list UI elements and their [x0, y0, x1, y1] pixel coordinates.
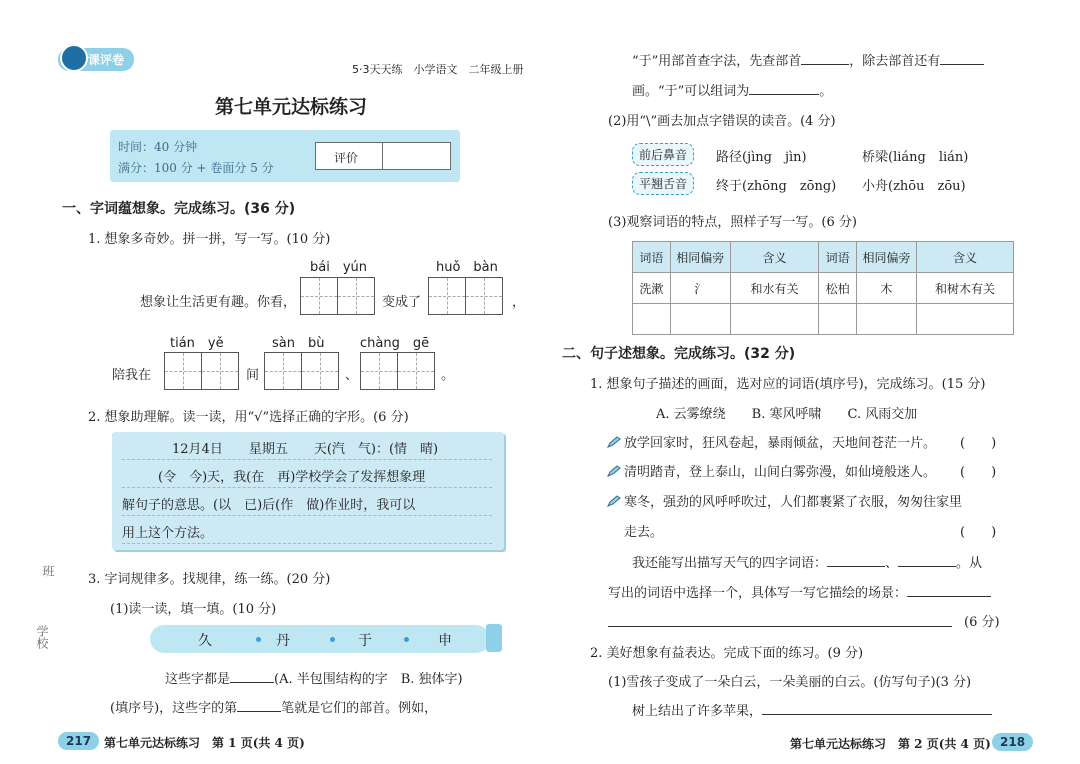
writing-grid-huoban[interactable]: [428, 277, 503, 315]
q1-line2-text: 陪我在: [112, 368, 152, 383]
diary-line: 解句子的意思。(以 已)后(作 做)作业时，我可以: [122, 494, 492, 516]
tag-flat-retroflex: 平翘舌音: [632, 172, 694, 195]
pinyin-changge: chàng gē: [360, 336, 430, 351]
q3-title: 3. 字词规律多。找规律，练一练。(20 分): [88, 572, 331, 587]
answer-blank[interactable]: [801, 64, 849, 65]
writing-grid-changge[interactable]: [360, 352, 435, 390]
table-input-cell[interactable]: [670, 304, 730, 335]
table-input-cell[interactable]: [916, 304, 1013, 335]
table-cell: 和树木有关: [916, 273, 1013, 304]
q3-sub1: (1)读一读，填一填。(10 分): [110, 602, 277, 617]
pencil-icon: [607, 492, 621, 511]
table-input-cell[interactable]: [857, 304, 917, 335]
answer-blank[interactable]: [907, 596, 991, 597]
separator-dot-icon: [330, 637, 335, 642]
extra-line1-text: 我还能写出描写天气的四字词语：: [632, 556, 828, 571]
section1-title: 一、字词蕴想象。完成练习。(36 分): [62, 201, 296, 217]
character-scroll: [150, 625, 490, 653]
r-top-line1: [632, 50, 984, 69]
sq2-title: 2. 美好想象有益表达。完成下面的练习。(9 分): [590, 646, 864, 661]
answer-blank[interactable]: [230, 682, 274, 683]
reading-zhongyu: 终于(zhōng zōng): [716, 179, 837, 194]
char-yu: 于: [358, 633, 372, 649]
q2-title: 2. 想象助理解。读一读，用“√”选择正确的字形。(6 分): [88, 410, 409, 425]
table-row-blank[interactable]: [633, 304, 1014, 335]
series-label: 5·3天天练 小学语文 二年级上册: [352, 63, 524, 76]
r-top-line2-text: 画。“于”可以组词为: [632, 84, 750, 99]
footer-text: 第七单元达标练习 第 1 页(共 4 页): [104, 736, 305, 750]
sq2-line-text: 树上结出了许多苹果，: [632, 704, 763, 719]
right-page: [540, 0, 1080, 764]
answer-blank[interactable]: [898, 566, 956, 567]
sq2-line: [632, 700, 992, 719]
extra-line1-mid: 、: [885, 556, 899, 571]
char-dan: 丹: [276, 633, 290, 649]
separator-dot-icon: [404, 637, 409, 642]
extra-score: (6 分): [964, 615, 1000, 630]
answer-paren[interactable]: ( ): [960, 436, 997, 451]
footer-text: 第七单元达标练习 第 2 页(共 4 页): [790, 737, 991, 751]
time-label: 时间：40 分钟: [118, 140, 198, 154]
writing-grid-tianye[interactable]: [164, 352, 239, 390]
sq2-sub1: (1)雪孩子变成了一朵白云，一朵美丽的白云。(仿写句子)(3 分): [608, 675, 972, 690]
extra-line2-text: 写出的词语中选择一个，具体写一写它描绘的场景：: [608, 586, 908, 601]
pencil-icon: [607, 462, 621, 481]
table-cell: 和水有关: [730, 273, 819, 304]
pencil-icon: [607, 433, 621, 452]
pinyin-baiyun: bái yún: [310, 260, 368, 275]
r-top-line1-mid: ，除去部首还有: [849, 54, 941, 69]
r-top-line2: [632, 80, 832, 99]
answer-blank[interactable]: [762, 714, 992, 715]
diary-line: (令 今)天，我(在 再)学校学会了发挥想象理: [122, 466, 492, 488]
q1-line1-mid: 变成了: [382, 295, 422, 310]
char-shen: 申: [438, 633, 452, 649]
diary-line: 12月4日 星期五 天(汽 气)：(情 晴): [122, 438, 492, 460]
table-input-cell[interactable]: [633, 304, 671, 335]
extra-line1: [632, 552, 982, 571]
margin-school-label: 学校: [35, 625, 49, 649]
table-header-row: [633, 242, 1014, 273]
q3-line2-text-end: 笔就是它们的部首。例如，: [281, 701, 438, 716]
table-cell: 氵: [670, 273, 730, 304]
char-jiu: 久: [198, 633, 212, 649]
q1-line1-end: ，: [512, 295, 526, 310]
pinyin-huoban: huǒ bàn: [436, 260, 498, 275]
score-label: 满分：100 分 + 卷面分 5 分: [118, 161, 274, 175]
q1-line2-end: 。: [441, 368, 455, 383]
table-cell: 松柏: [819, 273, 857, 304]
table-cell: 洗漱: [633, 273, 671, 304]
evaluation-divider: [382, 143, 383, 169]
word-table: [632, 241, 1014, 335]
sentence-3: 寒冬，强劲的风呼呼吹过，人们都裹紧了衣服，匆匆往家里: [624, 495, 963, 510]
page-number: 218: [992, 733, 1033, 751]
writing-grid-sanbu[interactable]: [264, 352, 339, 390]
answer-blank[interactable]: [237, 711, 281, 712]
answer-paren[interactable]: ( ): [960, 465, 997, 480]
table-header-cell: 词语: [633, 242, 671, 273]
q3-line1-text: 这些字都是: [165, 672, 231, 687]
table-input-cell[interactable]: [819, 304, 857, 335]
margin-class-label: 班: [41, 565, 55, 577]
answer-blank[interactable]: [940, 64, 984, 65]
sentence-1: 放学回家时，狂风卷起，暴雨倾盆，天地间苍茫一片。: [624, 436, 937, 451]
sq1-options: A. 云雾缭绕 B. 寒风呼啸 C. 风雨交加: [656, 407, 918, 422]
r-q2-sub: (2)用“\”画去加点字错误的读音。(4 分): [608, 114, 836, 129]
separator-dot-icon: [256, 637, 261, 642]
page-number: 217: [58, 732, 99, 750]
sentence-2: 清明踏青，登上泰山，山间白雾弥漫，如仙境般迷人。: [624, 465, 937, 480]
q3-line2-text: (填序号)，这些字的第: [110, 701, 238, 716]
table-row: [633, 273, 1014, 304]
r-q3-sub: (3)观察词语的特点，照样子写一写。(6 分): [608, 215, 857, 230]
pinyin-tianye: tián yě: [170, 336, 224, 351]
answer-line[interactable]: [608, 626, 952, 627]
q1-line2-comma: 、: [345, 368, 359, 383]
badge-label: 课评卷: [58, 48, 134, 71]
answer-blank[interactable]: [827, 566, 885, 567]
reading-qiaoliang: 桥梁(liáng lián): [862, 150, 969, 165]
q1-title: 1. 想象多奇妙。拼一拼，写一写。(10 分): [88, 232, 331, 247]
q1-line2-jian: 间: [246, 368, 260, 383]
pinyin-sanbu: sàn bù: [272, 336, 325, 351]
tag-front-back-nasal: 前后鼻音: [632, 143, 694, 166]
info-box: [110, 130, 460, 182]
evaluation-box: [315, 142, 451, 170]
footer-page-number: [58, 730, 99, 749]
table-header-cell: 相同偏旁: [670, 242, 730, 273]
brush-icon: [486, 624, 502, 652]
kid-avatar-icon: [60, 44, 88, 72]
answer-blank[interactable]: [749, 94, 819, 95]
table-cell: 木: [857, 273, 917, 304]
sentence-3-end: 走去。: [624, 525, 664, 540]
extra-line1-end: 。从: [956, 556, 983, 571]
table-header-cell: 含义: [730, 242, 819, 273]
writing-grid-baiyun[interactable]: [300, 277, 375, 315]
diary-box: [112, 432, 504, 550]
table-header-cell: 词语: [819, 242, 857, 273]
table-input-cell[interactable]: [730, 304, 819, 335]
q3-line1: [165, 668, 463, 687]
q1-line1-text: 想象让生活更有趣。你看，: [140, 295, 297, 310]
sq1-title: 1. 想象句子描述的画面，选对应的词语(填序号)，完成练习。(15 分): [590, 377, 986, 392]
answer-paren[interactable]: ( ): [960, 525, 997, 540]
diary-line: 用上这个方法。: [122, 522, 492, 544]
footer-page-number: [992, 731, 1033, 750]
section2-title: 二、句子述想象。完成练习。(32 分): [562, 346, 796, 362]
r-top-line1-text: “于”用部首查字法，先查部首: [632, 54, 802, 69]
q3-line2: [110, 697, 437, 716]
table-header-cell: 含义: [916, 242, 1013, 273]
r-top-line2-end: 。: [819, 84, 833, 99]
q3-line1-options: (A. 半包围结构的字 B. 独体字): [274, 672, 463, 687]
table-header-cell: 相同偏旁: [857, 242, 917, 273]
reading-lujing: 路径(jìng jìn): [716, 150, 807, 165]
reading-xiaozhou: 小舟(zhōu zōu): [862, 179, 966, 194]
page-title: 第七单元达标练习: [215, 96, 368, 118]
evaluation-label: 评价: [334, 151, 359, 165]
extra-line2: [608, 582, 991, 601]
